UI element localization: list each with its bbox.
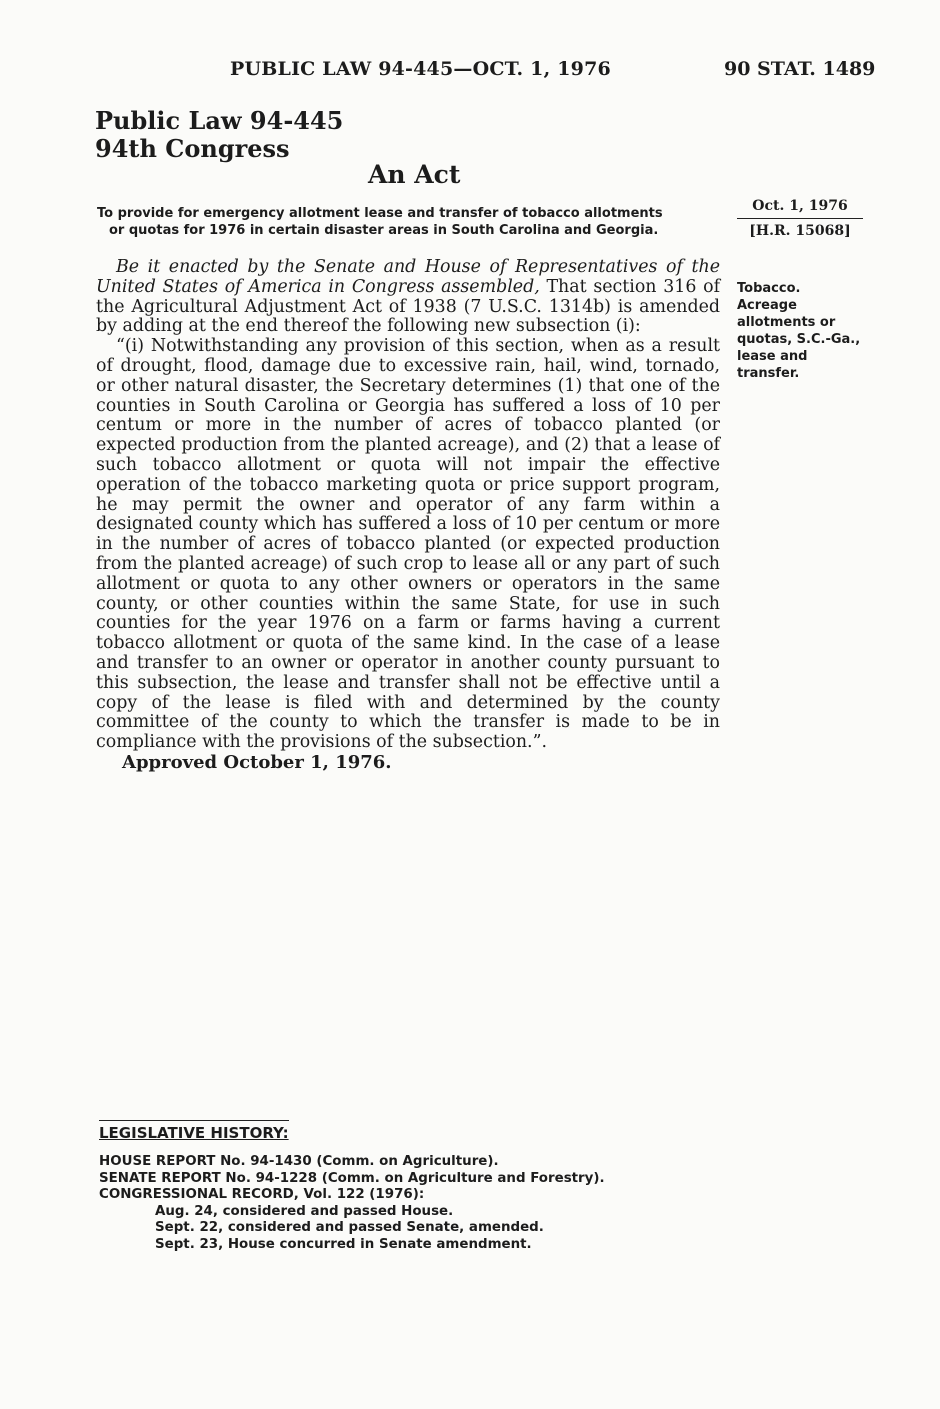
margin-date-note bbox=[737, 198, 863, 239]
side-note-line: quotas, S.C.-Ga., bbox=[737, 332, 861, 347]
side-note-line: Tobacco. bbox=[737, 281, 801, 296]
margin-side-note bbox=[737, 280, 867, 382]
enacting-text: That section 316 of the Agricultural Adjustment Act of 1938 (7 U.S.C. 1314b) is amended by adding at the end thereof the following new subsection (i): bbox=[96, 276, 721, 337]
congress-label: 94th Congress bbox=[95, 134, 290, 163]
act-heading: An Act bbox=[368, 160, 461, 189]
public-law-number: Public Law 94-445 bbox=[95, 106, 344, 135]
side-note-line: Acreage bbox=[737, 298, 797, 313]
legislative-history-heading bbox=[99, 1120, 289, 1142]
history-item: SENATE REPORT No. 94-1228 (Comm. on Agriculture and Forestry). bbox=[99, 1170, 605, 1186]
enacting-clause: Be it enacted by the Senate and House of Representatives of the United States of America in Congress assembled, bbox=[96, 257, 720, 297]
purpose-line: or quotas for 1976 in certain disaster areas in South Carolina and Georgia. bbox=[109, 223, 659, 238]
legislative-history-list bbox=[99, 1154, 605, 1253]
statute-citation: 90 STAT. 1489 bbox=[724, 58, 876, 80]
record-entry: Aug. 24, considered and passed House. bbox=[155, 1203, 454, 1219]
history-item: HOUSE REPORT No. 94-1430 (Comm. on Agriculture). bbox=[99, 1154, 499, 1169]
bill-number: [H.R. 15068] bbox=[749, 223, 851, 239]
new-subsection-text: “(i) Notwithstanding any provision of this section, when as a result of drought, flood, damage due to excessive rain, hail, wind, tornado, or other natural disaster, the Secretary determines (1) that one of the counties in South Carolina or Georgia has suffered a loss of 10 per centum or more in the number of acres of tobacco planted (or expected production from the planted acreage), and (2) that a lease of such tobacco allotment or quota will not impair the effective operation of the tobacco marketing quota or price support program, he may permit the owner and operator of any farm within a designated county which has suffered a loss of 10 per centum or more in the number of acres of tobacco planted (or expected production from the planted acreage) of such crop to lease all or any part of such allotment or quota to any other owners or operators in the same county, or other counties within the same State, for use in such counties for the year 1976 on a farm or farms having a current tobacco allotment or quota of the same kind. In the case of a lease and transfer to an owner or operator in another county pursuant to this subsection, the lease and transfer shall not be effective until a copy of the lease is filed with and determined by the county committee of the county to which the transfer is made to be in compliance with the provisions of the subsection.”. bbox=[96, 336, 720, 753]
side-note-line: transfer. bbox=[737, 366, 800, 381]
act-body bbox=[96, 258, 720, 753]
approval-statement: Approved October 1, 1976. bbox=[122, 752, 392, 773]
side-note-line: lease and bbox=[737, 349, 808, 364]
purpose-clause bbox=[97, 205, 722, 239]
approval-date: Oct. 1, 1976 bbox=[737, 198, 863, 219]
purpose-line: To provide for emergency allotment lease and transfer of tobacco allotments bbox=[97, 206, 663, 221]
history-item: CONGRESSIONAL RECORD, Vol. 122 (1976): bbox=[99, 1187, 425, 1202]
enacting-paragraph bbox=[96, 258, 720, 337]
record-entry: Sept. 22, considered and passed Senate, amended. bbox=[155, 1220, 544, 1235]
side-note-line: allotments or bbox=[737, 315, 836, 330]
legislative-history-title: LEGISLATIVE HISTORY: bbox=[99, 1124, 289, 1142]
running-head: PUBLIC LAW 94-445—OCT. 1, 1976 bbox=[230, 58, 611, 80]
record-entry: Sept. 23, House concurred in Senate amendment. bbox=[155, 1236, 532, 1252]
